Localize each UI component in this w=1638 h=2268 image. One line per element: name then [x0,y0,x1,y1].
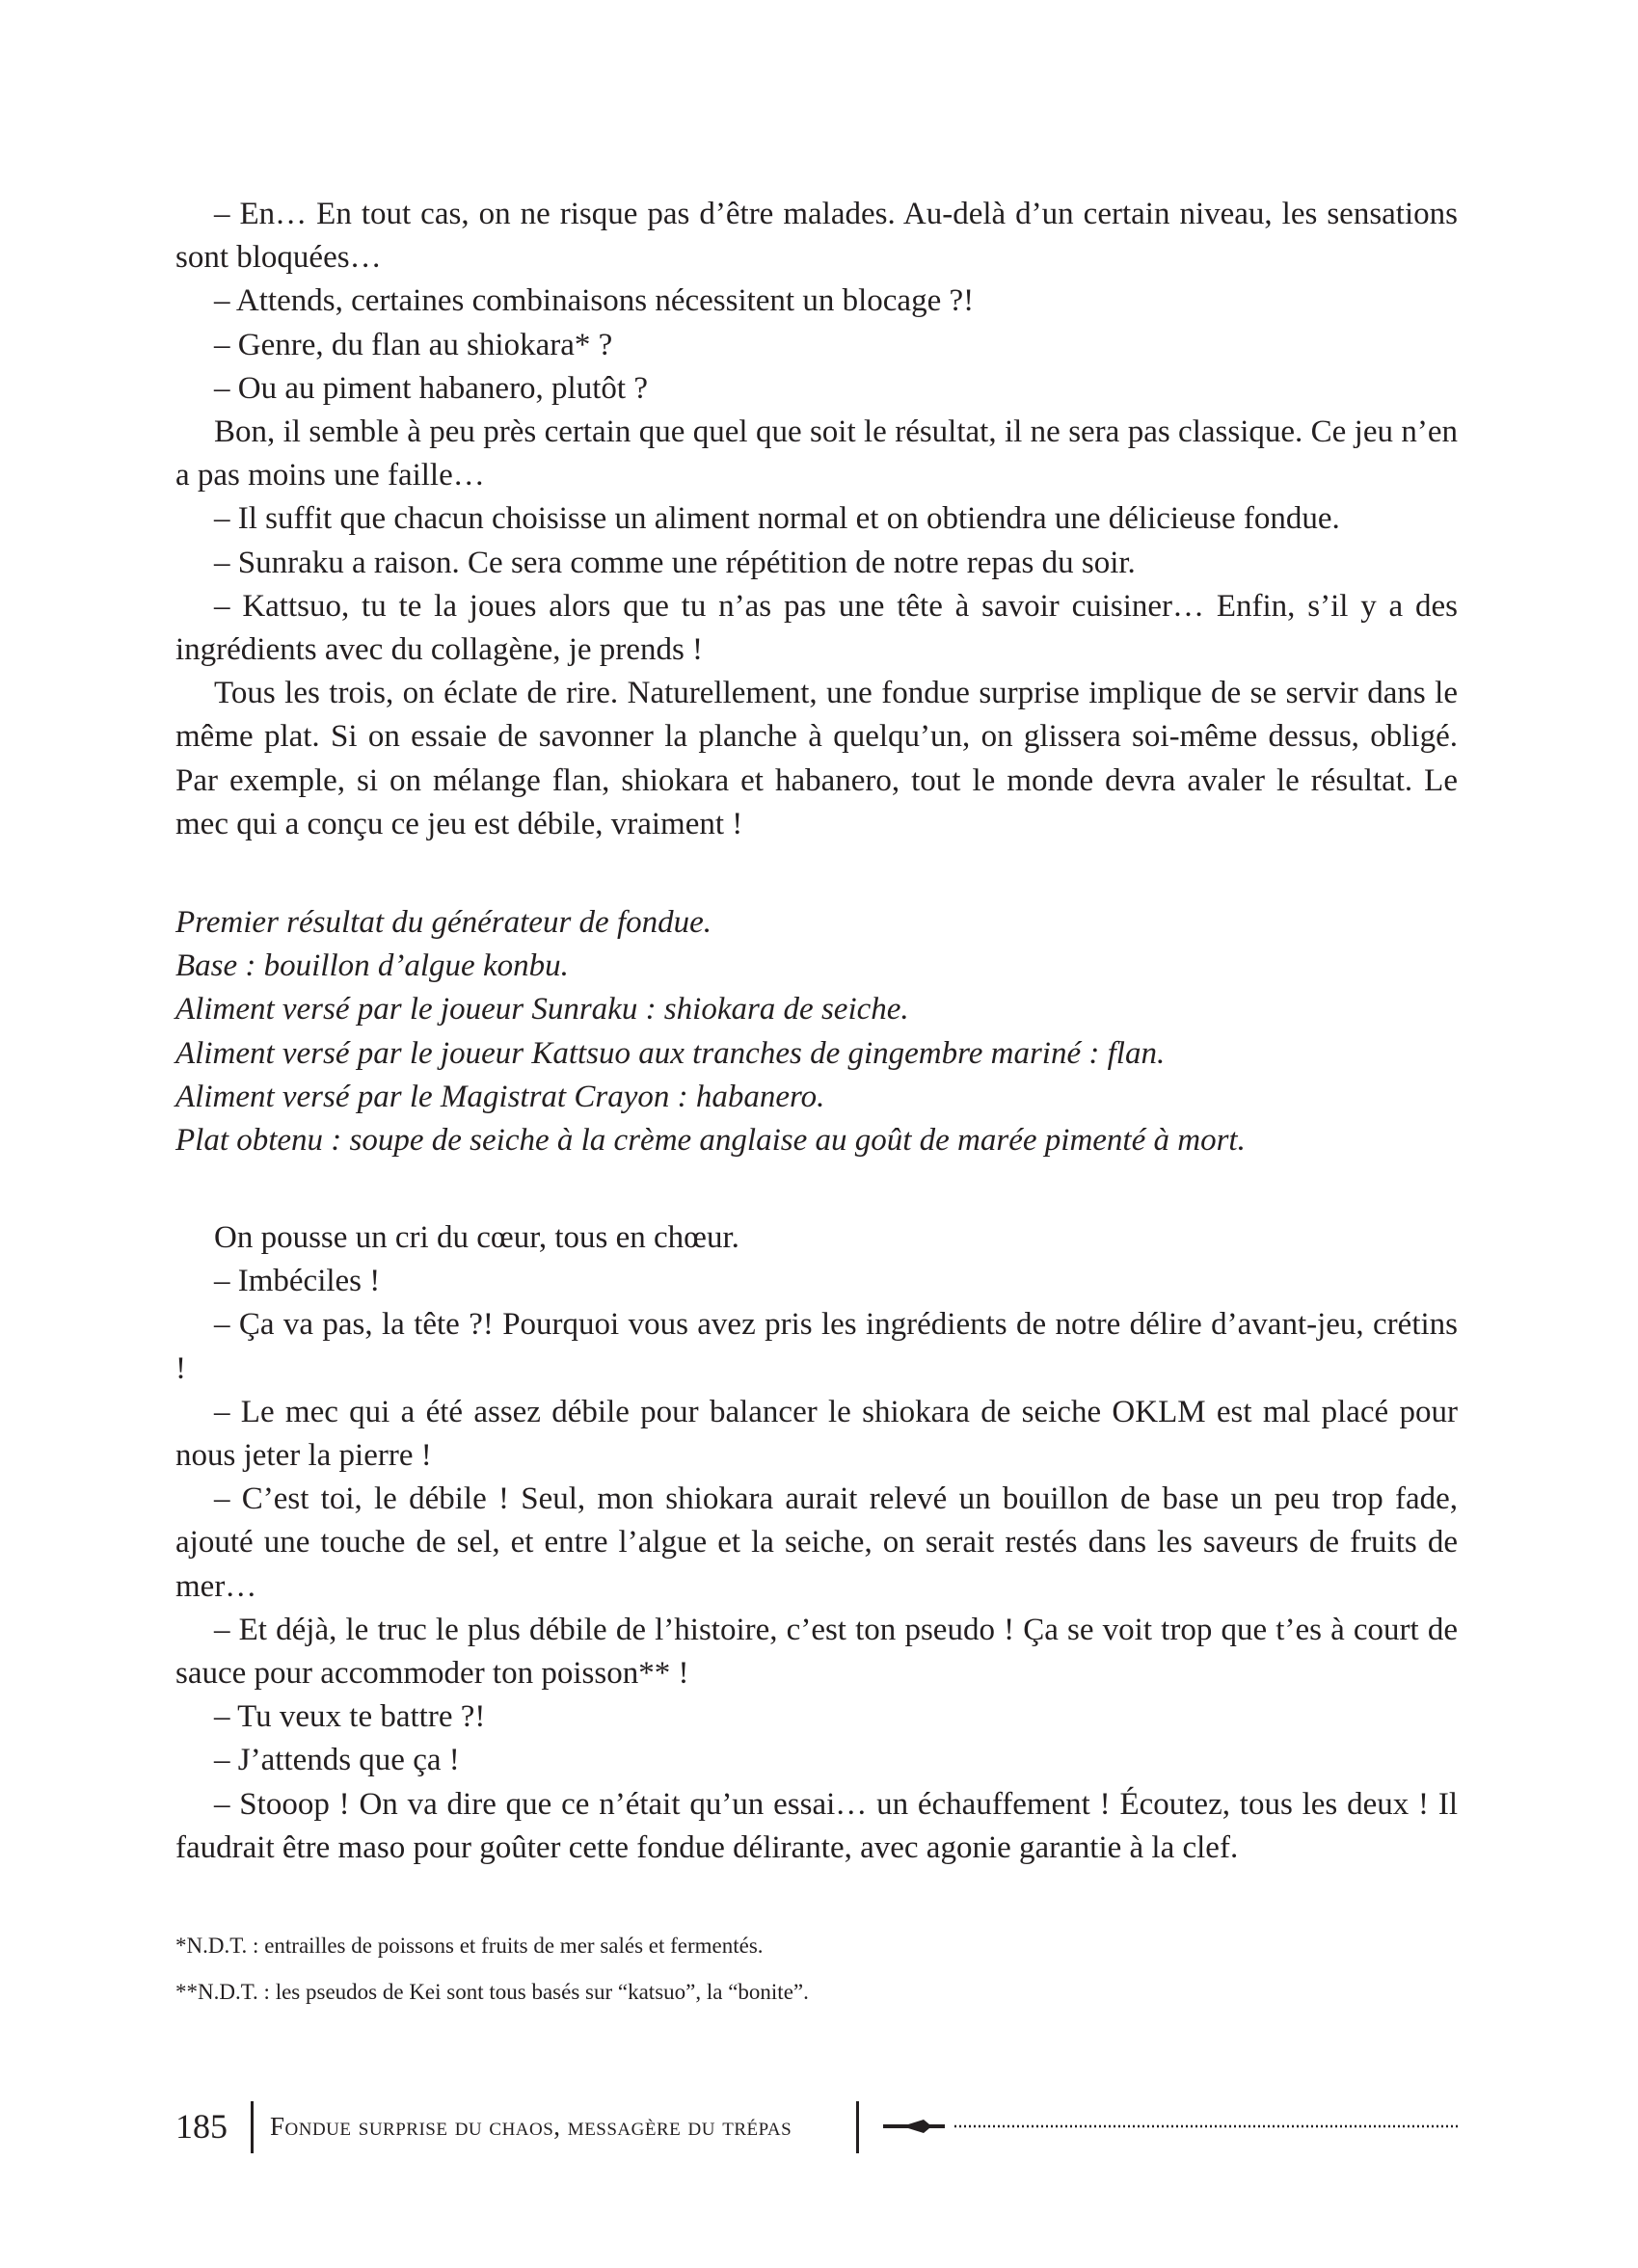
system-message-line: Premier résultat du générateur de fondue. [175,905,712,940]
paragraph: – Genre, du flan au shiokara* ? [214,327,613,362]
system-message-line: Base : bouillon d’algue konbu. [175,948,569,984]
arrow-ornament-icon [881,2117,1458,2136]
footnote: **N.D.T. : les pseudos de Kei sont tous basés sur “katsuo”, la “bonite”. [175,1980,809,2004]
paragraph: – J’attends que ça ! [214,1743,460,1778]
footer-divider [856,2101,859,2153]
paragraph: Bon, il semble à peu près certain que quel que soit le résultat, il ne sera pas classique. Ce jeu n’en a pas moins une faille… [175,414,1458,494]
dialogue-block-1 [175,193,1458,846]
system-message-block [175,901,1458,1162]
paragraph: – Imbéciles ! [214,1264,381,1299]
paragraph: – C’est toi, le débile ! Seul, mon shiokara aurait relevé un bouillon de base un peu trop fade, ajouté une touche de sel, et entre l’algue et la seiche, on serait restés dans les saveurs de fruits de mer… [175,1481,1458,1604]
paragraph: – Kattsuo, tu te la joues alors que tu n’as pas une tête à savoir cuisiner… Enfin, s’il y a des ingrédients avec du collagène, je prends ! [175,588,1458,668]
system-message-line: Aliment versé par le joueur Kattsuo aux tranches de gingembre mariné : flan. [175,1035,1166,1071]
paragraph: – Ça va pas, la tête ?! Pourquoi vous avez pris les ingrédients de notre délire d’avant-jeu, crétins ! [175,1307,1458,1386]
paragraph: On pousse un cri du cœur, tous en chœur. [214,1220,739,1255]
running-title: Fondue surprise du chaos, messagère du trépas [270,2112,792,2141]
paragraph: Tous les trois, on éclate de rire. Naturellement, une fondue surprise implique de se servir dans le même plat. Si on essaie de savonner la planche à quelqu’un, on glissera soi-même dessus, obligé. Par exemple, si on mélange flan, shiokara et habanero, tout le monde devra avaler le résultat. Le mec qui a conçu ce jeu est débile, vraiment ! [175,676,1458,841]
dialogue-block-2 [175,1216,1458,1870]
paragraph: – Tu veux te battre ?! [214,1699,486,1735]
paragraph: – Attends, certaines combinaisons nécessitent un blocage ?! [214,283,975,319]
paragraph: – Sunraku a raison. Ce sera comme une répétition de notre repas du soir. [214,545,1136,580]
system-message-line: Plat obtenu : soupe de seiche à la crème anglaise au goût de marée pimenté à mort. [175,1123,1246,1159]
page-footer [175,2099,1458,2153]
footnotes [175,1923,1458,2015]
paragraph: – Et déjà, le truc le plus débile de l’histoire, c’est ton pseudo ! Ça se voit trop que t’es à court de sauce pour accommoder ton poisson** ! [175,1612,1458,1692]
paragraph: – Ou au piment habanero, plutôt ? [214,370,648,406]
paragraph: – Le mec qui a été assez débile pour balancer le shiokara de seiche OKLM est mal placé pour nous jeter la pierre ! [175,1394,1458,1474]
page-number: 185 [175,2107,228,2146]
footnote: *N.D.T. : entrailles de poissons et fruits de mer salés et fermentés. [175,1934,764,1958]
system-message-line: Aliment versé par le Magistrat Crayon : habanero. [175,1079,825,1114]
paragraph: – En… En tout cas, on ne risque pas d’être malades. Au-delà d’un certain niveau, les sensations sont bloquées… [175,197,1458,276]
paragraph: – Il suffit que chacun choisisse un aliment normal et on obtiendra une délicieuse fondue. [214,501,1340,537]
paragraph: – Stooop ! On va dire que ce n’était qu’un essai… un échauffement ! Écoutez, tous les deux ! Il faudrait être maso pour goûter cette fondue délirante, avec agonie garantie à la clef. [175,1786,1458,1865]
footer-divider [251,2101,254,2153]
system-message-line: Aliment versé par le joueur Sunraku : shiokara de seiche. [175,992,909,1027]
